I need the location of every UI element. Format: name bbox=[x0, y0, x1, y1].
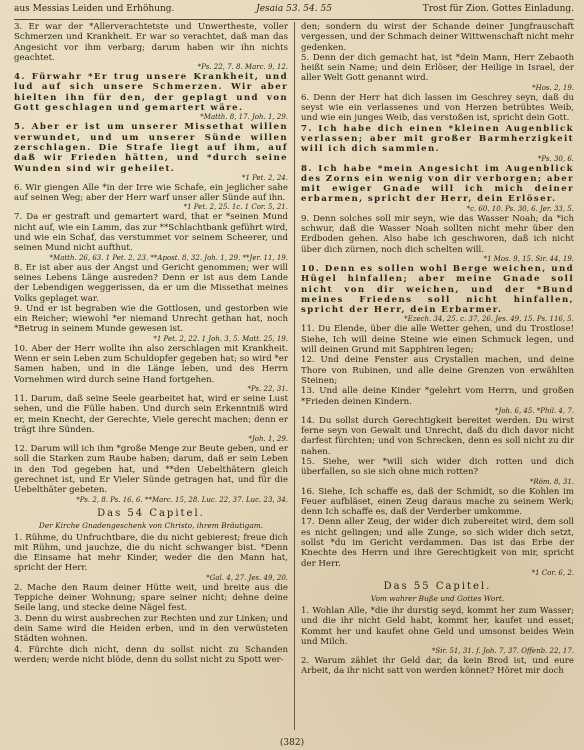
verse: 8. Er ist aber aus der Angst und Gericht genommen; wer will seines Lebens Länge ausreden? Denn er ist aus dem Lande der Lebendigen weggerissen, da er um die Missethat meines Volks geplaget war. bbox=[14, 262, 288, 304]
cross-reference: *Joh. 6, 45. *Phil. 4, 7. bbox=[495, 406, 574, 415]
verse: 7. Da er gestraft und gemartert ward, that er *seinen Mund nicht auf, wie ein Lamm, das zur **Schlachtbank geführt wird, und wie ein Schaf, das verstummet vor seinem Scheerer, und seinen Mund nicht aufthut. bbox=[14, 212, 288, 254]
cross-reference: *Matth. 8, 17. Joh. 1, 29. bbox=[200, 113, 288, 122]
cross-reference: *Sir. 51, 31. f. Joh. 7, 37. Offenb. 22, 17. bbox=[431, 647, 574, 656]
verse: 1. Wohlan Alle, *die ihr durstig seyd, kommt her zum Wasser; und die ihr nicht Geld habt, kommt her, kaufet und esset; Kommt her und kaufet ohne Geld und umsonst beides Wein und Milch. bbox=[301, 605, 574, 647]
verse: 8. Ich habe *mein Angesicht im Augenblick des Zorns ein wenig von dir verborgen; aber mit ewiger Gnade will ich mich deiner erbarmen, spricht der Herr, dein Erlöser. bbox=[301, 163, 574, 205]
cross-reference: *1 Pet. 2, 22. 1 Joh. 3, 5. Matt. 25, 19. bbox=[153, 334, 288, 343]
cross-reference: *Joh. 1, 29. bbox=[248, 435, 288, 444]
header-right: Trost für Zion. Gottes Einladung. bbox=[422, 4, 575, 14]
cross-reference: *Ezech. 34, 25. c. 37, 26. Jes. 49, 15. Ps. 116, 5. bbox=[404, 315, 574, 324]
verse: 2. Warum zählet ihr Geld dar, da kein Brod ist, und eure Arbeit, da ihr nicht satt von werden könnet? Höret mir doch bbox=[301, 656, 574, 677]
cross-reference: *Ps. 22, 7. 8. Marc. 9, 12. bbox=[197, 63, 288, 72]
right-column bbox=[294, 22, 574, 730]
verse: 13. Und alle deine Kinder *gelehrt vom Herrn, und großen *Frieden deinen Kindern. bbox=[301, 386, 574, 407]
verse: 5. Denn der dich gemacht hat, ist *dein Mann, Herr Zebaoth heißt sein Name; und dein Erlöser, der Heilige in Israel, der aller Welt Gott genannt wird. bbox=[301, 52, 574, 84]
verse: 6. Wir giengen Alle *in der Irre wie Schafe, ein jeglicher sahe auf seinen Weg; aber der Herr warf unser aller Sünde auf ihn. bbox=[14, 182, 288, 204]
verse: 4. Fürwahr *Er trug unsere Krankheit, und lud auf sich unsere Schmerzen. Wir aber hielten ihn für den, der geplagt und von Gott geschlagen und gemartert wäre. bbox=[14, 72, 288, 114]
cross-reference: *1 Pet. 2, 25. 1c. 1 Cor. 5, 21. bbox=[183, 203, 288, 212]
verse: 15. Siehe, wer *will sich wider dich rotten und dich überfallen, so sie sich ohne mich rotten? bbox=[301, 456, 574, 478]
cross-reference: *c. 60, 10. Ps. 30, 6. Jer. 33, 5. bbox=[466, 204, 574, 213]
verse: 16. Siehe, Ich schaffe es, daß der Schmidt, so die Kohlen im Feuer aufbläset, einen Zeug daraus mache zu seinem Werk; denn Ich schaffe es, daß der Verderber umkomme. bbox=[301, 486, 574, 518]
verse: 11. Du Elende, über die alle Wetter gehen, und du Trostlose! Siehe, Ich will deine Steine wie einen Schmuck legen, und will deinen Grund mit Sapphiren legen; bbox=[301, 324, 574, 356]
verse: 10. Denn es sollen wohl Berge weichen, und Hügel hinfallen; aber meine Gnade soll nicht von dir weichen, und der *Bund meines Friedens soll nicht hinfallen, spricht der Herr, dein Erbarmer. bbox=[301, 263, 574, 316]
verse: 11. Darum, daß seine Seele gearbeitet hat, wird er seine Lust sehen, und die Fülle haben. Und durch sein Erkenntniß wird er, mein Knecht, der Gerechte, Viele gerecht machen; denn er trägt ihre Sünden. bbox=[14, 393, 288, 435]
two-column-body bbox=[14, 22, 574, 730]
cross-reference: *1 Mos. 9, 15. Sir. 44, 19. bbox=[483, 254, 574, 263]
header-left: aus Messias Leiden und Erhöhung. bbox=[14, 4, 175, 14]
cross-reference: *Ps. 30, 6. bbox=[537, 154, 574, 163]
verse: 1. Rühme, du Unfruchtbare, die du nicht gebierest; freue dich mit Rühm, und jauchze, die du nicht schwanger bist. *Denn die Einsame hat mehr Kinder, weder die den Mann hat, spricht der Herr. bbox=[14, 532, 288, 574]
cross-reference: *Ps. 2, 8. Ps. 16, 6. **Marc. 15, 28. Luc. 22, 37. Luc. 23, 34. bbox=[76, 495, 288, 504]
chapter-heading: Das 55 Capitel. bbox=[383, 580, 492, 592]
running-header bbox=[14, 4, 574, 20]
verse: 17. Denn aller Zeug, der wider dich zubereitet wird, dem soll es nicht gelingen; und alle Zunge, so sich wider dich setzt, sollst *du im Gericht verdammen. Das ist das Erbe der Knechte des Herrn und ihre Gerechtigkeit von mir, spricht der Herr. bbox=[301, 517, 574, 569]
verse: 9. Denn solches soll mir seyn, wie das Wasser Noah; da *ich schwur, daß die Wasser Noah sollten nicht mehr über den Erdboden gehen. Also habe ich geschworen, daß ich nicht über dich zürnen, noch dich schelten will. bbox=[301, 213, 574, 255]
verse: 9. Und er ist begraben wie die Gottlosen, und gestorben wie ein Reicher; wiewohl *er niemand Unrecht gethan hat, noch *Betrug in seinem Munde gewesen ist. bbox=[14, 303, 288, 335]
verse: 3. Denn du wirst ausbrechen zur Rechten und zur Linken; und dein Same wird die Heiden erben, und in den verwüsteten Städten wohnen. bbox=[14, 613, 288, 645]
verse: 4. Fürchte dich nicht, denn du sollst nicht zu Schanden werden; werde nicht blöde, denn du sollst nicht zu Spott wer- bbox=[14, 644, 288, 665]
chapter-summary: Der Kirche Gnadengeschenk von Christo, ihrem Bräutigam. bbox=[38, 520, 264, 530]
cross-reference: *Hos. 2, 19. bbox=[532, 83, 574, 92]
verse: 7. Ich habe dich einen *kleinen Augenblick verlassen; aber mit großer Barmherzigkeit will ich dich sammlen. bbox=[301, 123, 574, 155]
cross-reference: *1 Pet. 2, 24. bbox=[241, 173, 288, 182]
verse: 2. Mache den Raum deiner Hütte weit, und breite aus die Teppiche deiner Wohnung; spare seiner nicht; dehne deine Seile lang, und stecke deine Nägel fest. bbox=[14, 582, 288, 614]
verse: 12. Darum will ich ihm *große Menge zur Beute geben, und er soll die Starken zum Raube haben; darum, daß er sein Leben in den Tod gegeben hat, und **den Uebelthätern gleich gerechnet ist, und Er Vieler Sünde getragen hat, und für die Uebelthäter gebeten. bbox=[14, 444, 288, 496]
chapter-summary: Vom wahrer Buße und Gottes Wort. bbox=[370, 593, 505, 603]
cross-reference: *Matth. 26, 63. 1 Pet. 2, 23. **Apost. 8, 32. Joh. 1, 29. **Jer. 11, 19. bbox=[49, 253, 288, 262]
verse: 3. Er war der *Allerverachtetste und Unwertheste, voller Schmerzen und Krankheit. Er war so verachtet, daß man das Angesicht vor ihm verbarg; darum haben wir ihn nichts geachtet. bbox=[14, 22, 288, 63]
verse: den; sondern du wirst der Schande deiner Jungfrauschaft vergessen, und der Schmach deiner Wittwenschaft nicht mehr gedenken. bbox=[301, 22, 574, 53]
verse: 12. Und deine Fenster aus Crystallen machen, und deine Thore von Rubinen, und alle deine Grenzen von erwählten Steinen; bbox=[301, 355, 574, 386]
verse: 10. Aber der Herr wollte ihn also zerschlagen mit Krankheit. Wenn er sein Leben zum Schuldopfer gegeben hat; so wird *er Samen haben, und in die Länge leben, und des Herrn Vornehmen wird durch seine Hand fortgehen. bbox=[14, 343, 288, 385]
verse: 14. Du sollst durch Gerechtigkeit bereitet werden. Du wirst ferne seyn von Gewalt und Unrecht, daß du dich davor nicht darfest fürchten; und von Schrecken, denn es soll nicht zu dir nahen. bbox=[301, 415, 574, 457]
chapter-heading: Das 54 Capitel. bbox=[97, 507, 205, 519]
cross-reference: *Röm. 8, 31. bbox=[529, 477, 574, 486]
left-column bbox=[14, 22, 294, 730]
cross-reference: *Gal. 4, 27. Jes. 49, 20. bbox=[206, 573, 288, 582]
cross-reference: *Ps. 22, 31. bbox=[247, 384, 288, 393]
verse: 6. Denn der Herr hat dich lassen im Geschrey seyn, daß du seyst wie ein verlassenes und von Herzen betrübtes Weib, und wie ein junges Weib, das verstoßen ist, spricht dein Gott. bbox=[301, 92, 574, 124]
cross-reference: *1 Cor. 6, 2. bbox=[531, 568, 574, 577]
verse: 5. Aber er ist um unserer Missethat willen verwundet, und um unserer Sünde willen zerschlagen. Die Strafe liegt auf ihm, auf daß wir Frieden hätten, und *durch seine Wunden sind wir geheilet. bbox=[14, 122, 288, 174]
header-center: Jesaia 53. 54. 55 bbox=[256, 4, 332, 14]
page-number: (382) bbox=[279, 738, 305, 748]
